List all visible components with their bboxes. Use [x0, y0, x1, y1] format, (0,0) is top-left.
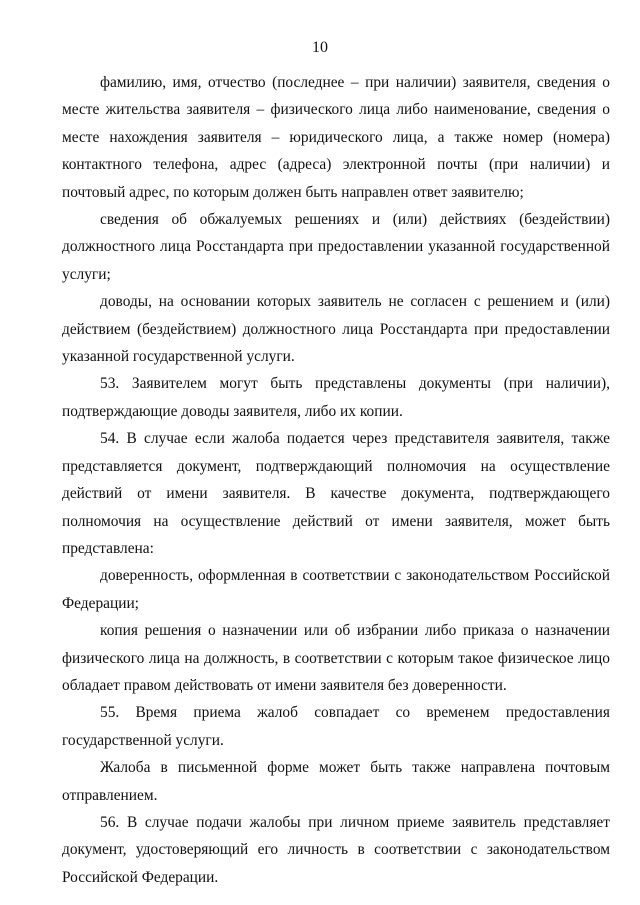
paragraph-power-of-attorney: доверенность, оформленная в соответствии с законодательством Российской Федерации;: [62, 567, 610, 612]
document-body: [62, 69, 610, 891]
page-number: 10: [312, 39, 328, 56]
paragraph-53: 53. Заявителем могут быть представлены документы (при наличии), подтверждающие доводы заявителя, либо их копии.: [62, 375, 610, 420]
paragraph-55: 55. Время приема жалоб совпадает со временем предоставления государственной услуги.: [62, 704, 610, 749]
paragraph-appointment-copy: копия решения о назначении или об избрании либо приказа о назначении физического лица на должность, в соответствии с которым такое физическое лицо обладает правом действовать от имени заявителя без доверенности.: [62, 622, 610, 694]
paragraph-applicant-details: фамилию, имя, отчество (последнее – при наличии) заявителя, сведения о месте жительства заявителя – физического лица либо наименование, сведения о месте нахождения заявителя – юридического лица, а также номер (номера) контактного телефона, адрес (адреса) электронной почты (при наличии) и почтовый адрес, по которым должен быть направлен ответ заявителю;: [62, 74, 610, 201]
paragraph-appealed-decisions: сведения об обжалуемых решениях и (или) действиях (бездействии) должностного лица Росстандарта при предоставлении указанной государственной услуги;: [62, 211, 610, 283]
paragraph-arguments: доводы, на основании которых заявитель не согласен с решением и (или) действием (бездействием) должностного лица Росстандарта при предоставлении указанной государственной услуги.: [62, 293, 610, 366]
paragraph-postal-complaint: Жалоба в письменной форме может быть также направлена почтовым отправлением.: [62, 759, 610, 804]
paragraph-54: 54. В случае если жалоба подается через представителя заявителя, также представляется документ, подтверждающий полномочия на осуществление действий от имени заявителя. В качестве документа, подтверждающего полномочия на осуществление действий от имени заявителя, может быть представлена:: [62, 430, 610, 557]
paragraph-56: 56. В случае подачи жалобы при личном приеме заявитель представляет документ, удостоверяющий его личность в соответствии с законодательством Российской Федерации.: [62, 813, 610, 886]
